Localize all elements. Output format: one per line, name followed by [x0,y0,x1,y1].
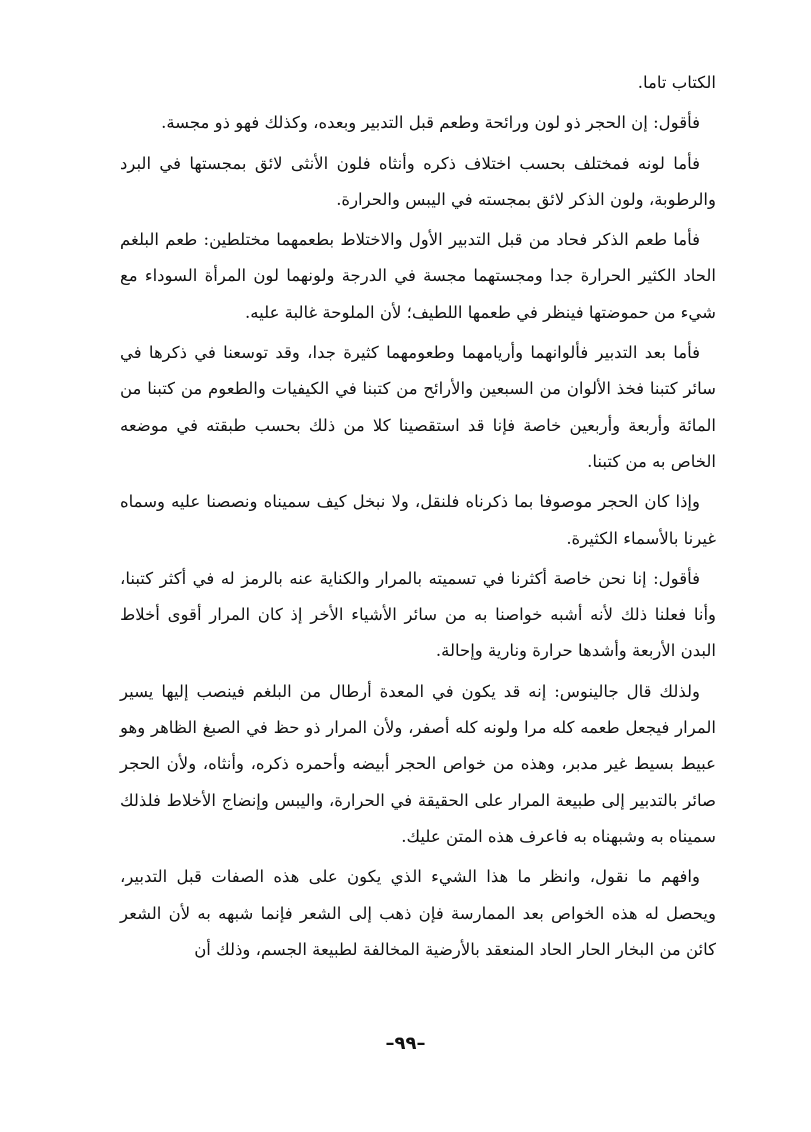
paragraph: وإذا كان الحجر موصوفا بما ذكرناه فلنقل، ولا نبخل كيف سميناه ونصصنا عليه وسماه غيرنا بالأسماء الكثيرة. [120,492,716,548]
paragraph: فأقول: إن الحجر ذو لون ورائحة وطعم قبل التدبير وبعده، وكذلك فهو ذو مجسة. [161,113,700,133]
page-number: –٩٩– [385,1033,426,1054]
paragraph: ولذلك قال جالينوس: إنه قد يكون في المعدة أرطال من البلغم فينصب إليها يسير المرار فيجعل طعمه كله مرا ولونه كله أصفر، ولأن المرار ذو حظ في الصبغ الظاهر وهو عبيط بسيط غير مدبر، وهذه من خواص الحجر أبيضه وأحمره ذكره، وأنثاه، ولأن الحجر صائر بالتدبير إلى طبيعة المرار على الحقيقة في الحرارة، واليبس وإنضاج الأخلاط فلذلك سميناه به وشبهناه به فاعرف هذه المتن عليك. [120,681,716,846]
paragraph: وافهم ما نقول، وانظر ما هذا الشيء الذي يكون على هذه الصفات قبل التدبير، ويحصل له هذه الخواص بعد الممارسة فإن ذهب إلى الشعر فإنما شبهه به لأن الشعر كائن من البخار الحار الحاد المنعقد بالأرضية المخالفة لطبيعة الجسم، وذلك أن [120,867,716,959]
paragraph: فأما لونه فمختلف بحسب اختلاف ذكره وأنثاه فلون الأنثى لائق بمجستها في البرد والرطوبة، ولون الذكر لائق بمجسته في اليبس والحرارة. [120,153,716,209]
paragraph: فأقول: إنا نحن خاصة أكثرنا في تسميته بالمرار والكناية عنه بالرمز له في أكثر كتبنا، وأنا فعلنا ذلك لأنه أشبه خواصنا به من سائر الأشياء الأخر إذ كان المرار أقوى أخلاط البدن الأربعة وأشدها حرارة ونارية وإحالة. [120,568,716,661]
paragraph: الكتاب تاما. [637,73,716,92]
paragraph: فأما طعم الذكر فحاد من قبل التدبير الأول والاختلاط بطعمهما مختلطين: طعم البلغم الحاد الكثير الحرارة جدا ومجستهما مجسة في الدرجة ولونهما لون المرأة السوداء مع شيء من حموضتها فينظر في طعمها اللطيف؛ لأن الملوحة غالبة عليه. [120,230,716,322]
body-text [120,65,716,972]
paragraph: فأما بعد التدبير فألوانهما وأريامهما وطعومهما كثيرة جدا، وقد توسعنا في ذكرها في سائر كتبنا فخذ الألوان من السبعين والأرائح من كتبنا في الكيفيات والطعوم من كتبنا من المائة وأربعة وأربعين خاصة فإنا قد استقصينا كلا من ذلك بحسب طبقته في موضعه الخاص به من كتبنا. [120,343,716,471]
